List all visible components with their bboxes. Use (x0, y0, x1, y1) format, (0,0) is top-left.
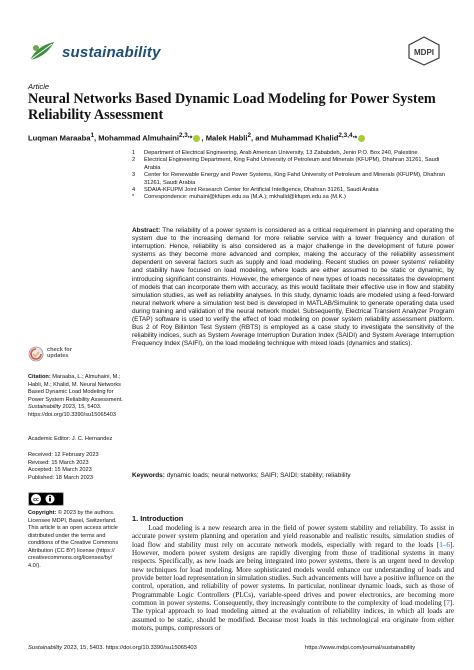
introduction-paragraph: Load modeling is a new research area in the field of power system stability and reliability. To assist in accurate power system planning and operation and yield reasonable and realistic results, simulation studies of load flow and stability must rely on accurate network models, especially with regard to the loads [1–6]. However, modern power system designs are rapidly diverging from those of traditional systems in many respects. Specifically, as new loads are being integrated into power systems, there is an urgent need to develop new techniques for load modeling. More sophisticated models would enhance our understanding of loads and provide better load representation in simulation studies. Such advancements will have a positive influence on the control, operation, and reliability of power systems. In particular, nonlinear dynamic loads, such as those of Programmable Logic Controllers (PLCs), variable-speed drives and power electronics, are becoming more common in power systems. Consequently, they increasingly contribute to the complexity of load modeling [7]. The typical approach to load modeling aimed at the evaluation of reliability indices, in which all loads are assumed to be static, should be modified. Because most loads in this technological era originate from either motors, pumps, compressors or (132, 524, 455, 633)
academic-editor: Academic Editor: J. C. Hernandez (28, 436, 113, 442)
orcid-icon[interactable] (358, 135, 365, 142)
author-name: Malek Habli (205, 133, 248, 143)
date-received: Received: 12 February 2023 (28, 452, 99, 458)
citation-link[interactable]: 1–6 (439, 540, 450, 549)
author-affil-sup: 2,3, (178, 132, 190, 139)
footer-journal-url[interactable]: https://www.mdpi.com/journal/sustainability (305, 645, 416, 651)
correspondence-item: * Correspondence: muhaini@kfupm.edu.sa (M.A.); mkhalid@kfupm.edu.sa (M.K.) (132, 194, 346, 201)
affiliation-item: 4 SDAIA-KFUPM Joint Research Center for Artificial Intelligence, Dhahran 31261, Saudi Arabia (132, 187, 379, 194)
section-heading-introduction: 1. Introduction (132, 514, 184, 523)
abstract-label: Abstract: (132, 227, 161, 234)
footer-citation (28, 645, 197, 651)
author-affil-sup: 2,3,4, (338, 132, 355, 139)
footer-journal: Sustainability (28, 645, 63, 651)
footer-ref: 2023, 15, 5403. https://doi.org/10.3390/su15065403 (62, 645, 197, 651)
article-title: Neural Networks Based Dynamic Load Modeling for Power System Reliability Assessment (28, 91, 436, 123)
keywords (132, 472, 454, 480)
publication-dates (28, 452, 124, 482)
affiliations (132, 150, 452, 202)
author-list: Luqman Maraaba$^1$, Mohammad Almuhaini$^{2,3,}$* , Malek Habli$^2$, and Muhammad Khalid$^{2,3,4,}$* (28, 132, 458, 143)
date-published: Published: 18 March 2023 (28, 474, 93, 481)
copyright-label: Copyright: (28, 510, 57, 516)
cc-badge-text: cc (33, 497, 39, 503)
abstract (132, 227, 454, 348)
journal-leaf-logo-icon (28, 40, 56, 64)
date-accepted: Accepted: 15 March 2023 (28, 467, 92, 474)
cc-by-license-icon[interactable] (28, 492, 64, 506)
mdpi-logo-icon (407, 36, 441, 66)
check-for-updates-label[interactable]: check for updates (47, 347, 72, 360)
orcid-icon[interactable] (193, 135, 200, 142)
keywords-text: dynamic loads; neural networks; SAIFI; SAIDI; stability; reliability (166, 472, 351, 479)
copyright-block (28, 510, 126, 570)
article-type: Article (28, 82, 50, 91)
author-affil-sup: 2 (247, 132, 252, 139)
author-name: Mohammad Almuhaini (98, 133, 179, 143)
author-name: Luqman Maraaba (28, 133, 91, 143)
affiliation-item: 3 Center for Renewable Energy and Power Systems, King Fahd University of Petroleum and Minerals (KFUPM), Dhahran 31261, Saudi Arabia (132, 172, 445, 186)
citation-ref[interactable]: 2023, 15, 5403. https://doi.org/10.3390/su15065403 (28, 404, 117, 418)
author-name: Muhammad Khalid (270, 133, 339, 143)
abstract-text: The reliability of a power system is considered as a critical requirement in planning and operating the system due to the increasing demand for more reliable service with a lower frequency and duration of interruption. Hence, reliability is also considered as a major challenge in the development of future power systems as they become more advanced and complex, making the accuracy of the reliability assessment dependent on several factors such as supply and load modeling. Recent studies on power systems' reliability and stability have focused on load modeling, where loads are either assumed to be static or dynamic, by introducing significant constraints. However, the emergence of new types of loads necessitates the development of models that can incorporate them with accuracy, as this would facilitate their effective use in flow and stability simulation studies, as well as reliability analyses. In this study, dynamic loads are modeled using a feed-forward neural network where a simulation test bed is developed in MATLAB/Simulink to generate operating data used during training and validation of the neural network model. Subsequently, Electrical Transient Analyzer Program (ETAP) software is used to verify the effect of load modeling on power system reliability assessment platform. Bus 2 of Roy Billinton Test System (RBTS) is employed as a case study to investigate the sensitivity of the reliability indices, such as System Average Interruption Duration Index (SAIDI) and System Average Interruption Frequency Index (SAIFI), on the load modeling technique with mixed loads (dynamics and statics). (132, 227, 454, 348)
journal-name: sustainability (62, 44, 161, 61)
check-for-updates-icon[interactable] (28, 346, 44, 362)
author-affil-sup: 1 (90, 132, 94, 139)
citation-label: Citation: (28, 374, 51, 380)
citation-journal: Sustainability (28, 404, 61, 410)
affiliation-item: 2 Electrical Engineering Department, King Fahd University of Petroleum and Minerals (KFUPM), Dhahran 31261, Saudi Arabia (132, 157, 440, 171)
mdpi-logo-text: MDPI (414, 48, 434, 57)
citation-text: Maraaba, L.; Almuhaini, M.; Habli, M.; Khalid, M. Neural Networks Based Dynamic Load Modeling for Power System Reliability Assessment. (28, 374, 123, 403)
keywords-label: Keywords: (132, 472, 165, 479)
citation-block (28, 374, 124, 419)
affiliation-item: 1 Department of Electrical Engineering, Arab American University, 13 Zababdeh, Jenin P.O. Box 240, Palestine (132, 150, 418, 156)
date-revised: Revised: 15 March 2023 (28, 459, 89, 466)
citation-link[interactable]: 7 (446, 599, 450, 608)
copyright-text: © 2023 by the authors. Licensee MDPI, Basel, Switzerland. This article is an open access article distributed under the terms and conditions of the Creative Commons Attribution (CC BY) license (https:// creativecommons.org/licenses/by/ 4.0/). (28, 510, 119, 569)
